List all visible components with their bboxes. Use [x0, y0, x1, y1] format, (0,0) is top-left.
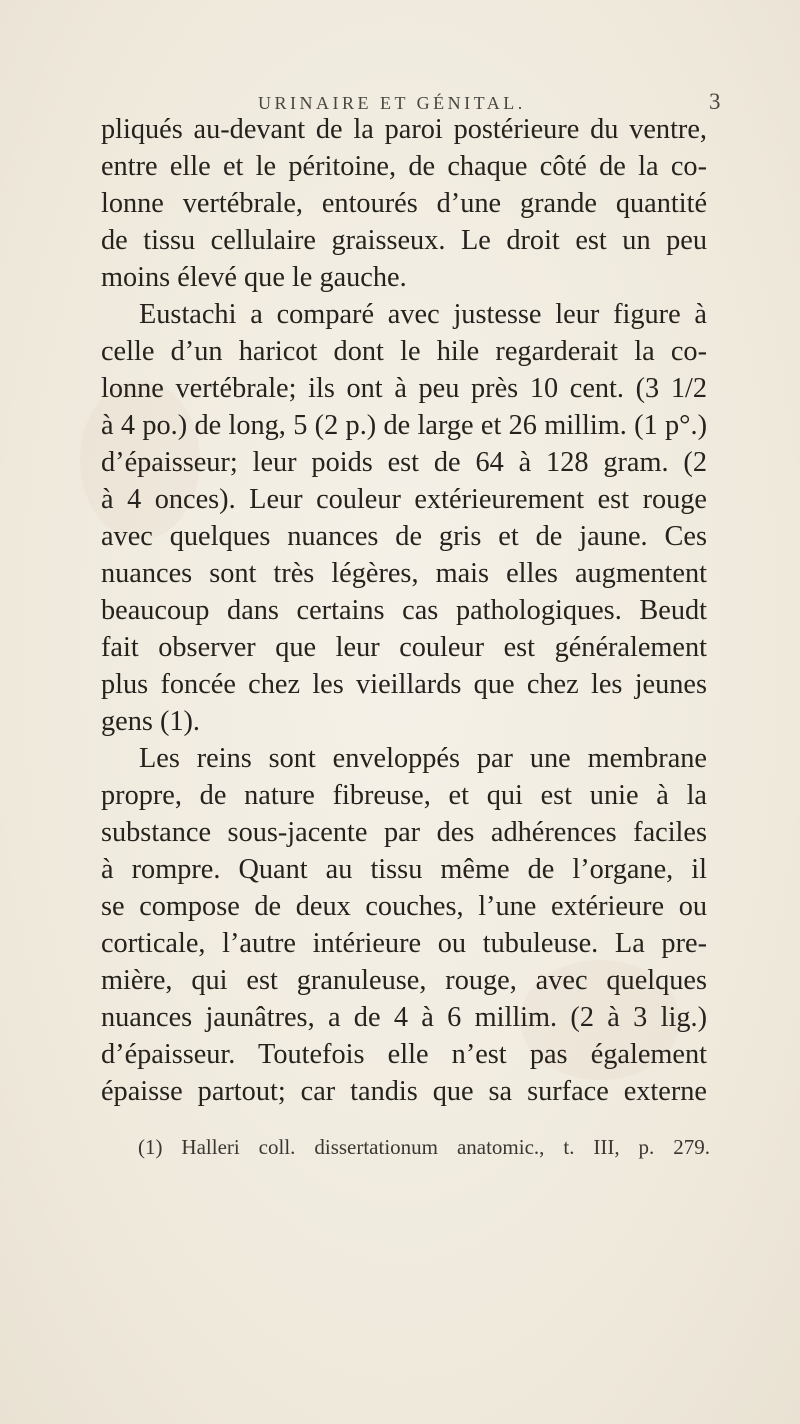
text-line: fait observer que leur couleur est généralement	[101, 632, 707, 663]
text-line: propre, de nature fibreuse, et qui est unie à la	[101, 780, 707, 811]
text-line: lonne vertébrale, entourés d’une grande quantité	[101, 188, 707, 219]
text-line: entre elle et le péritoine, de chaque côté de la co-	[101, 151, 707, 182]
text-line: celle d’un haricot dont le hile regarderait la co-	[101, 336, 707, 367]
text-line: épaisse partout; car tandis que sa surface externe	[101, 1076, 707, 1107]
text-line: gens (1).	[101, 706, 201, 737]
text-line: lonne vertébrale; ils ont à peu près 10 cent. (3 1/2	[101, 373, 707, 404]
text-line: à 4 onces). Leur couleur extérieurement est rouge	[101, 484, 707, 515]
text-line: à rompre. Quant au tissu même de l’organe, il	[101, 854, 707, 885]
text-line: plus foncée chez les vieillards que chez les jeunes	[101, 669, 707, 700]
page-number: 3	[709, 89, 721, 114]
text-line: pliqués au-devant de la paroi postérieure du ventre,	[101, 114, 707, 145]
text-line: moins élevé que le gauche.	[101, 262, 407, 293]
text-line: nuances sont très légères, mais elles augmentent	[101, 558, 707, 589]
text-line: avec quelques nuances de gris et de jaune. Ces	[101, 521, 707, 552]
text-line: corticale, l’autre intérieure ou tubuleuse. La pre-	[101, 928, 707, 959]
text-line: de tissu cellulaire graisseux. Le droit est un peu	[101, 225, 707, 256]
text-line: d’épaisseur. Toutefois elle n’est pas également	[101, 1039, 707, 1070]
body-text	[0, 113, 800, 1133]
text-line: beaucoup dans certains cas pathologiques. Beudt	[101, 595, 707, 626]
text-line: à 4 po.) de long, 5 (2 p.) de large et 26 millim. (1 p°.)	[101, 410, 707, 441]
text-line: Les reins sont enveloppés par une membrane	[139, 743, 707, 774]
text-line: se compose de deux couches, l’une extérieure ou	[101, 891, 707, 922]
text-line: nuances jaunâtres, a de 4 à 6 millim. (2 à 3 lig.)	[101, 1002, 707, 1033]
running-title: URINAIRE ET GÉNITAL.	[258, 93, 526, 113]
text-line: d’épaisseur; leur poids est de 64 à 128 gram. (2	[101, 447, 707, 478]
text-line: mière, qui est granuleuse, rouge, avec quelques	[101, 965, 707, 996]
text-line: substance sous-jacente par des adhérences faciles	[101, 817, 707, 848]
text-line: Eustachi a comparé avec justesse leur figure à	[139, 299, 707, 330]
footnote: (1) Halleri coll. dissertationum anatomic., t. III, p. 279.	[138, 1135, 710, 1159]
